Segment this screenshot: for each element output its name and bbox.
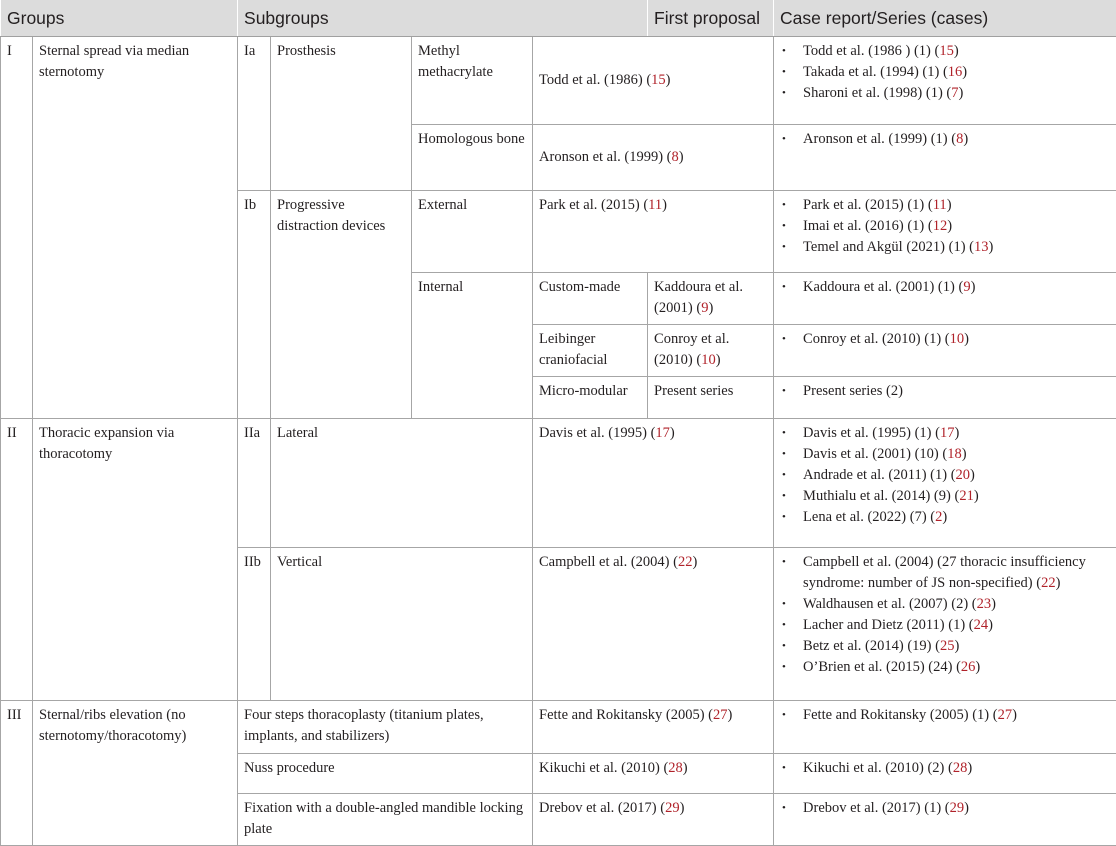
case-item: • Betz et al. (2014) (19) (25) — [780, 636, 1110, 657]
subgroup-name: Four steps thoracoplasty (titanium plates, implants, and stabilizers) — [238, 701, 533, 753]
group-number: III — [1, 701, 33, 846]
subgroup-code: Ib — [238, 190, 271, 419]
case-list-cell — [774, 753, 1116, 793]
case-list — [780, 552, 1110, 678]
first-proposal: Fette and Rokitansky (2005) (27) — [533, 701, 774, 753]
case-item: • Davis et al. (1995) (1) (17) — [780, 423, 1110, 444]
case-list — [780, 129, 1110, 150]
case-item: • Fette and Rokitansky (2005) (1) (27) — [780, 705, 1110, 726]
case-item: • Temel and Akgül (2021) (1) (13) — [780, 237, 1110, 258]
subgroup-name: Fixation with a double-angled mandible locking plate — [238, 793, 533, 845]
technique-type: Methyl methacrylate — [412, 37, 533, 125]
case-item: • Kikuchi et al. (2010) (2) (28) — [780, 758, 1110, 779]
case-list — [780, 758, 1110, 779]
subgroup-name: Progressive distraction devices — [271, 190, 412, 419]
case-list-cell — [774, 377, 1116, 419]
case-item: • Waldhausen et al. (2007) (2) (23) — [780, 594, 1110, 615]
case-list-cell — [774, 190, 1116, 272]
case-list-cell — [774, 325, 1116, 377]
table-row — [1, 419, 1116, 547]
header-first-proposal: First proposal — [648, 0, 774, 37]
first-proposal: Drebov et al. (2017) (29) — [533, 793, 774, 845]
case-item: • Park et al. (2015) (1) (11) — [780, 195, 1110, 216]
first-proposal: Aronson et al. (1999) (8) — [533, 125, 774, 191]
first-proposal: Campbell et al. (2004) (22) — [533, 547, 774, 701]
case-list — [780, 329, 1110, 350]
device-name: Micro-modular — [533, 377, 648, 419]
group-number: I — [1, 37, 33, 419]
first-proposal: Kaddoura et al. (2001) (9) — [648, 272, 774, 324]
first-proposal: Park et al. (2015) (11) — [533, 190, 774, 272]
case-item: • Aronson et al. (1999) (1) (8) — [780, 129, 1110, 150]
device-name: Leibinger craniofacial — [533, 325, 648, 377]
case-item: • Todd et al. (1986 ) (1) (15) — [780, 41, 1110, 62]
case-item: • Campbell et al. (2004) (27 thoracic insufficiency syndrome: number of JS non-specified) (22) — [780, 552, 1110, 594]
group-name: Sternal/ribs elevation (no sternotomy/thoracotomy) — [33, 701, 238, 846]
case-list — [780, 705, 1110, 726]
case-list-cell — [774, 419, 1116, 547]
case-list-cell — [774, 701, 1116, 753]
header-groups: Groups — [1, 0, 238, 37]
case-item: • Conroy et al. (2010) (1) (10) — [780, 329, 1110, 350]
first-proposal: Davis et al. (1995) (17) — [533, 419, 774, 547]
case-list-cell — [774, 37, 1116, 125]
group-name: Thoracic expansion via thoracotomy — [33, 419, 238, 701]
subgroup-name: Lateral — [271, 419, 533, 547]
case-item: • Lena et al. (2022) (7) (2) — [780, 507, 1110, 528]
case-item: • Sharoni et al. (1998) (1) (7) — [780, 83, 1110, 104]
subgroup-code: Ia — [238, 37, 271, 191]
case-list — [780, 423, 1110, 528]
group-name: Sternal spread via median sternotomy — [33, 37, 238, 419]
subgroup-name: Vertical — [271, 547, 533, 701]
case-list — [780, 798, 1110, 819]
case-item: • Present series (2) — [780, 381, 1110, 402]
case-list-cell — [774, 793, 1116, 845]
case-item: • Takada et al. (1994) (1) (16) — [780, 62, 1110, 83]
subgroup-name: Nuss procedure — [238, 753, 533, 793]
first-proposal: Conroy et al. (2010) (10) — [648, 325, 774, 377]
first-proposal: Todd et al. (1986) (15) — [533, 37, 774, 125]
case-list-cell — [774, 272, 1116, 324]
case-item: • Drebov et al. (2017) (1) (29) — [780, 798, 1110, 819]
first-proposal: Kikuchi et al. (2010) (28) — [533, 753, 774, 793]
header-case-report: Case report/Series (cases) — [774, 0, 1116, 37]
first-proposal: Present series — [648, 377, 774, 419]
case-list — [780, 195, 1110, 258]
subgroup-code: IIb — [238, 547, 271, 701]
case-item: • Andrade et al. (2011) (1) (20) — [780, 465, 1110, 486]
subgroup-name: Prosthesis — [271, 37, 412, 191]
table-row — [1, 37, 1116, 125]
header-subgroups: Subgroups — [238, 0, 648, 37]
case-item: • Imai et al. (2016) (1) (12) — [780, 216, 1110, 237]
case-list — [780, 41, 1110, 104]
case-item: • O’Brien et al. (2015) (24) (26) — [780, 657, 1110, 678]
technique-type: Homologous bone — [412, 125, 533, 191]
case-list — [780, 277, 1110, 298]
device-name: Custom-made — [533, 272, 648, 324]
case-item: • Lacher and Dietz (2011) (1) (24) — [780, 615, 1110, 636]
case-item: • Muthialu et al. (2014) (9) (21) — [780, 486, 1110, 507]
technique-type: External — [412, 190, 533, 272]
technique-type: Internal — [412, 272, 533, 419]
case-list-cell — [774, 547, 1116, 701]
case-item: • Davis et al. (2001) (10) (18) — [780, 444, 1110, 465]
table-row — [1, 701, 1116, 753]
group-number: II — [1, 419, 33, 701]
case-item: • Kaddoura et al. (2001) (1) (9) — [780, 277, 1110, 298]
header-row — [1, 0, 1116, 37]
case-list — [780, 381, 1110, 402]
case-list-cell — [774, 125, 1116, 191]
subgroup-code: IIa — [238, 419, 271, 547]
